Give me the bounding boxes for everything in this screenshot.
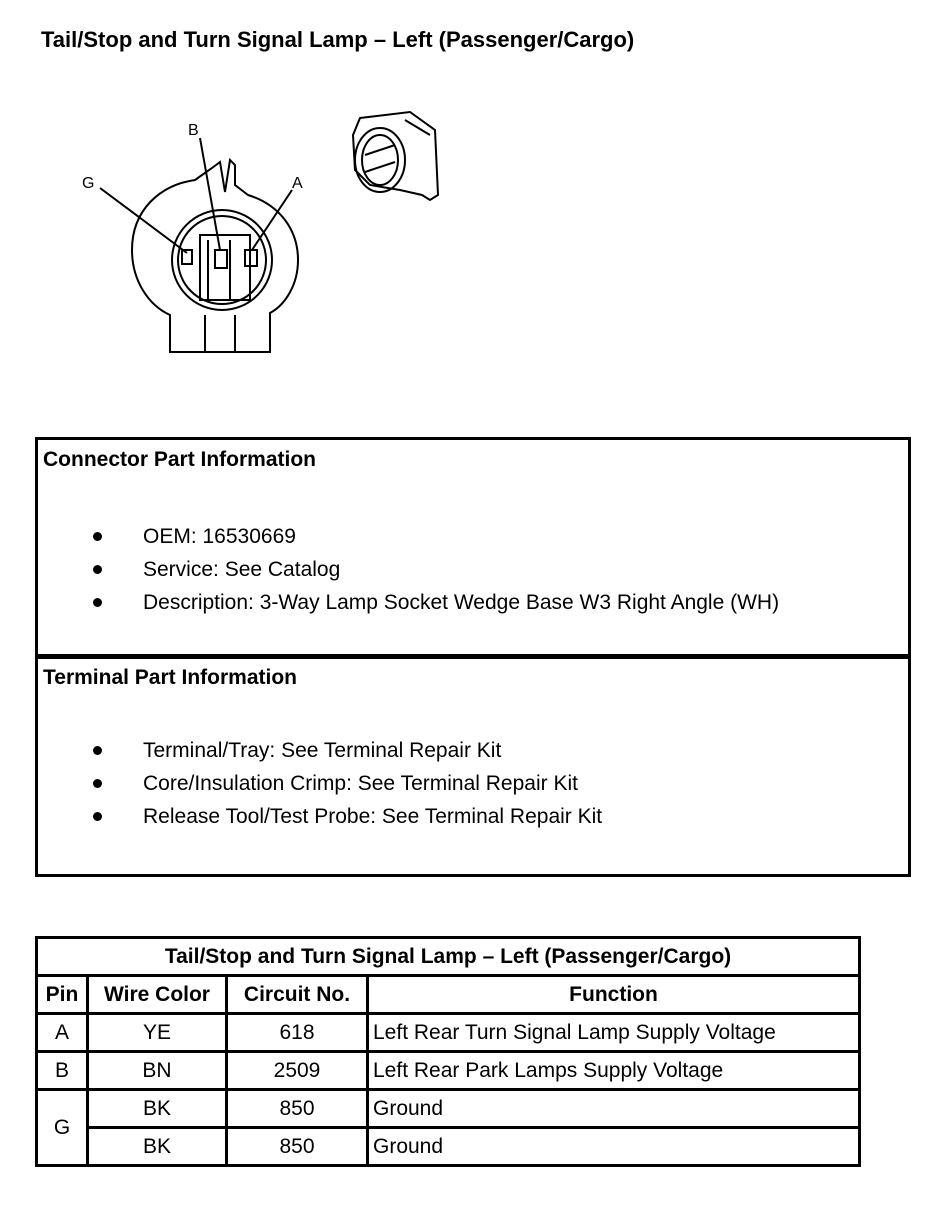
function-cell: Left Rear Park Lamps Supply Voltage <box>368 1052 860 1090</box>
terminal-part-info-box: Terminal Part Information Terminal/Tray: See Terminal Repair Kit Core/Insulation Crimp: See Terminal Repair Kit Release Tool/Test Probe: See Terminal Repair Kit <box>35 656 911 877</box>
bullet-icon <box>93 598 102 607</box>
leader-g <box>100 188 187 253</box>
pin-cell: B <box>37 1052 88 1090</box>
bullet-icon <box>93 779 102 788</box>
circuit-cell: 618 <box>227 1014 368 1052</box>
terminal-b <box>215 250 227 268</box>
function-cell: Left Rear Turn Signal Lamp Supply Voltage <box>368 1014 860 1052</box>
wire-color-cell: BK <box>88 1090 227 1128</box>
pin-table-header-row <box>37 976 860 1014</box>
pin-table-title: Tail/Stop and Turn Signal Lamp – Left (Passenger/Cargo) <box>37 938 860 976</box>
circuit-cell: 2509 <box>227 1052 368 1090</box>
pin-cell: A <box>37 1014 88 1052</box>
table-row <box>37 1014 860 1052</box>
label-b: B <box>188 122 199 139</box>
connector-diagram <box>70 100 450 365</box>
leader-b <box>200 138 220 250</box>
circuit-cell: 850 <box>227 1128 368 1166</box>
page-title: Tail/Stop and Turn Signal Lamp – Left (Passenger/Cargo) <box>41 27 635 52</box>
function-cell: Ground <box>368 1090 860 1128</box>
bullet-icon <box>93 565 102 574</box>
table-row <box>37 1128 860 1166</box>
header-function: Function <box>368 976 860 1014</box>
header-circuit-no: Circuit No. <box>227 976 368 1014</box>
wire-color-cell: BK <box>88 1128 227 1166</box>
connector-part-info-box: Connector Part Information OEM: 16530669 Service: See Catalog Description: 3-Way Lamp Socket Wedge Base W3 Right Angle (WH) <box>35 437 911 659</box>
terminal-info-heading: Terminal Part Information <box>43 666 297 689</box>
connector-side-view <box>353 112 438 200</box>
pin-cell: G <box>37 1090 88 1166</box>
wire-color-cell: BN <box>88 1052 227 1090</box>
circuit-cell: 850 <box>227 1090 368 1128</box>
table-row <box>37 1052 860 1090</box>
bullet-icon <box>93 746 102 755</box>
function-cell: Ground <box>368 1128 860 1166</box>
label-g: G <box>82 175 95 192</box>
bullet-icon <box>93 532 102 541</box>
label-a: A <box>292 175 303 192</box>
wire-color-cell: YE <box>88 1014 227 1052</box>
header-pin: Pin <box>37 976 88 1014</box>
pin-table <box>35 936 861 1167</box>
table-row <box>37 1090 860 1128</box>
connector-info-heading: Connector Part Information <box>43 448 317 471</box>
bullet-icon <box>93 812 102 821</box>
header-wire-color: Wire Color <box>88 976 227 1014</box>
